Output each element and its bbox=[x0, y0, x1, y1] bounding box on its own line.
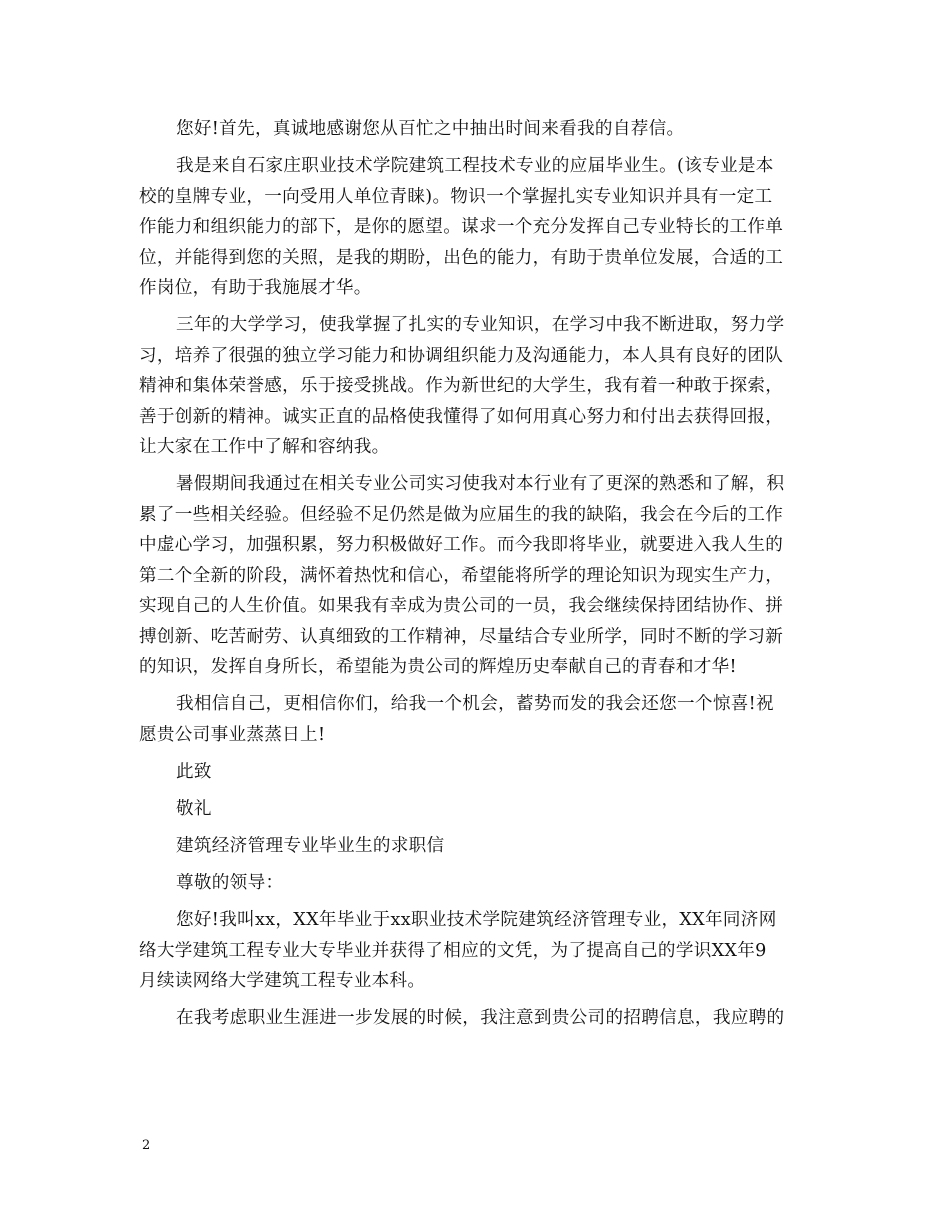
text-line: 校的皇牌专业，一向受用人单位青睐)。物识一个掌握扎实专业知识并具有一定工 bbox=[139, 186, 773, 207]
text-line: 第二个全新的阶段，满怀着热忱和信心，希望能将所学的理论知识为现实生产力， bbox=[139, 565, 784, 586]
document-body bbox=[139, 114, 821, 1034]
text-line: 您好!我叫xx，XX年毕业于xx职业技术学院建筑经济管理专业，XX年同济网 bbox=[176, 910, 777, 931]
closing-line: 敬礼 bbox=[176, 799, 212, 820]
salutation: 尊敬的领导： bbox=[176, 873, 284, 894]
text-line: 络大学建筑工程专业大专毕业并获得了相应的文凭，为了提高自己的学识XX年9 bbox=[139, 940, 767, 961]
text-line: 精神和集体荣誉感，乐于接受挑战。作为新世纪的大学生，我有着一种敢于探索， bbox=[139, 376, 784, 397]
text-line: 我相信自己，更相信你们，给我一个机会，蓄势而发的我会还您一个惊喜!祝 bbox=[176, 694, 774, 715]
text-line: 作岗位，有助于我施展才华。 bbox=[139, 278, 372, 299]
text-line: 您好!首先，真诚地感谢您从百忙之中抽出时间来看我的自荐信。 bbox=[176, 119, 685, 139]
text-line: 善于创新的精神。诚实正直的品格使我懂得了如何用真心努力和付出去获得回报， bbox=[139, 406, 784, 427]
page-number: 2 bbox=[142, 1138, 151, 1153]
closing-line: 此致 bbox=[176, 761, 212, 782]
text-line: 中虚心学习，加强积累，努力积极做好工作。而今我即将毕业，就要进入我人生的 bbox=[139, 535, 784, 556]
section-title: 建筑经济管理专业毕业生的求职信 bbox=[176, 836, 445, 857]
text-line: 我是来自石家庄职业技术学院建筑工程技术专业的应届毕业生。(该专业是本 bbox=[176, 156, 774, 177]
text-line: 习，培养了很强的独立学习能力和协调组织能力及沟通能力，本人具有良好的团队 bbox=[139, 345, 784, 366]
text-line: 月续读网络大学建筑工程专业本科。 bbox=[139, 971, 426, 992]
text-line: 三年的大学学习，使我掌握了扎实的专业知识，在学习中我不断进取，努力学 bbox=[176, 315, 785, 336]
text-line: 作能力和组织能力的部下，是你的愿望。谋求一个充分发挥自己专业特长的工作单 bbox=[139, 217, 784, 238]
text-line: 让大家在工作中了解和容纳我。 bbox=[139, 437, 390, 458]
text-line: 愿贵公司事业蒸蒸日上! bbox=[139, 724, 326, 745]
text-line: 暑假期间我通过在相关专业公司实习使我对本行业有了更深的熟悉和了解，积 bbox=[176, 474, 785, 495]
text-line: 的知识，发挥自身所长，希望能为贵公司的辉煌历史奉献自己的青春和才华! bbox=[139, 657, 737, 678]
text-line: 位，并能得到您的关照，是我的期盼，出色的能力，有助于贵单位发展，合适的工 bbox=[139, 247, 784, 268]
text-line: 搏创新、吃苦耐劳、认真细致的工作精神，尽量结合专业所学，同时不断的学习新 bbox=[139, 626, 784, 647]
text-line: 累了一些相关经验。但经验不足仍然是做为应届生的我的缺陷，我会在今后的工作 bbox=[139, 504, 784, 525]
text-line: 实现自己的人生价值。如果我有幸成为贵公司的一员，我会继续保持团结协作、拼 bbox=[139, 596, 784, 617]
text-line: 在我考虑职业生涯进一步发展的时候，我注意到贵公司的招聘信息，我应聘的 bbox=[176, 1008, 785, 1029]
